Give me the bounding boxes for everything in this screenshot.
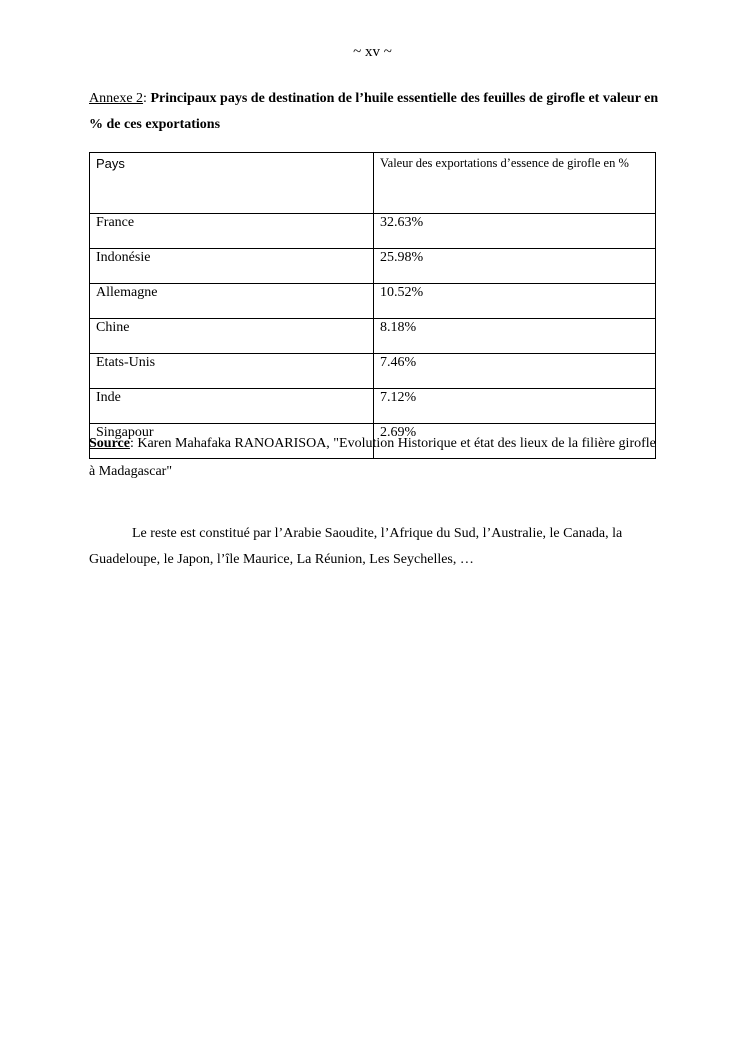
- table-row: [90, 214, 656, 249]
- row-country: Inde: [90, 389, 374, 424]
- row-value: 7.12%: [374, 389, 656, 424]
- header-value: Valeur des exportations d’essence de girofle en %: [374, 153, 656, 214]
- export-table: [89, 152, 656, 459]
- table-row: [90, 354, 656, 389]
- row-value: 32.63%: [374, 214, 656, 249]
- row-country: Singapour: [90, 424, 374, 459]
- row-value: 10.52%: [374, 284, 656, 319]
- table-row: [90, 249, 656, 284]
- table-row: [90, 319, 656, 354]
- annex-heading: [89, 86, 659, 138]
- row-country: Chine: [90, 319, 374, 354]
- row-value: 8.18%: [374, 319, 656, 354]
- body-paragraph: Le reste est constitué par l’Arabie Saoudite, l’Afrique du Sud, l’Australie, le Canada, la Guadeloupe, le Japon, l’île Maurice, La Réunion, Les Seychelles, …: [89, 526, 623, 567]
- table-row: [90, 284, 656, 319]
- row-country: Etats-Unis: [90, 354, 374, 389]
- source-note: [89, 430, 659, 486]
- table-row: [90, 389, 656, 424]
- row-country: Allemagne: [90, 284, 374, 319]
- row-value: 2.69%: [374, 424, 656, 459]
- row-value: 7.46%: [374, 354, 656, 389]
- row-country: France: [90, 214, 374, 249]
- source-text: : Karen Mahafaka RANOARISOA, "Evolution Historique et état des lieux de la filière girofle à Madagascar": [89, 436, 656, 479]
- table-header-row: [90, 153, 656, 214]
- page-number: ~ xv ~: [353, 44, 392, 60]
- row-value: 25.98%: [374, 249, 656, 284]
- header-country: Pays: [90, 153, 374, 214]
- annex-separator: :: [143, 91, 151, 106]
- annex-title: Principaux pays de destination de l’huile essentielle des feuilles de girofle et valeur en % de ces exportations: [89, 91, 659, 132]
- source-label: Source: [89, 436, 130, 451]
- annex-label: Annexe 2: [89, 91, 144, 106]
- row-country: Indonésie: [90, 249, 374, 284]
